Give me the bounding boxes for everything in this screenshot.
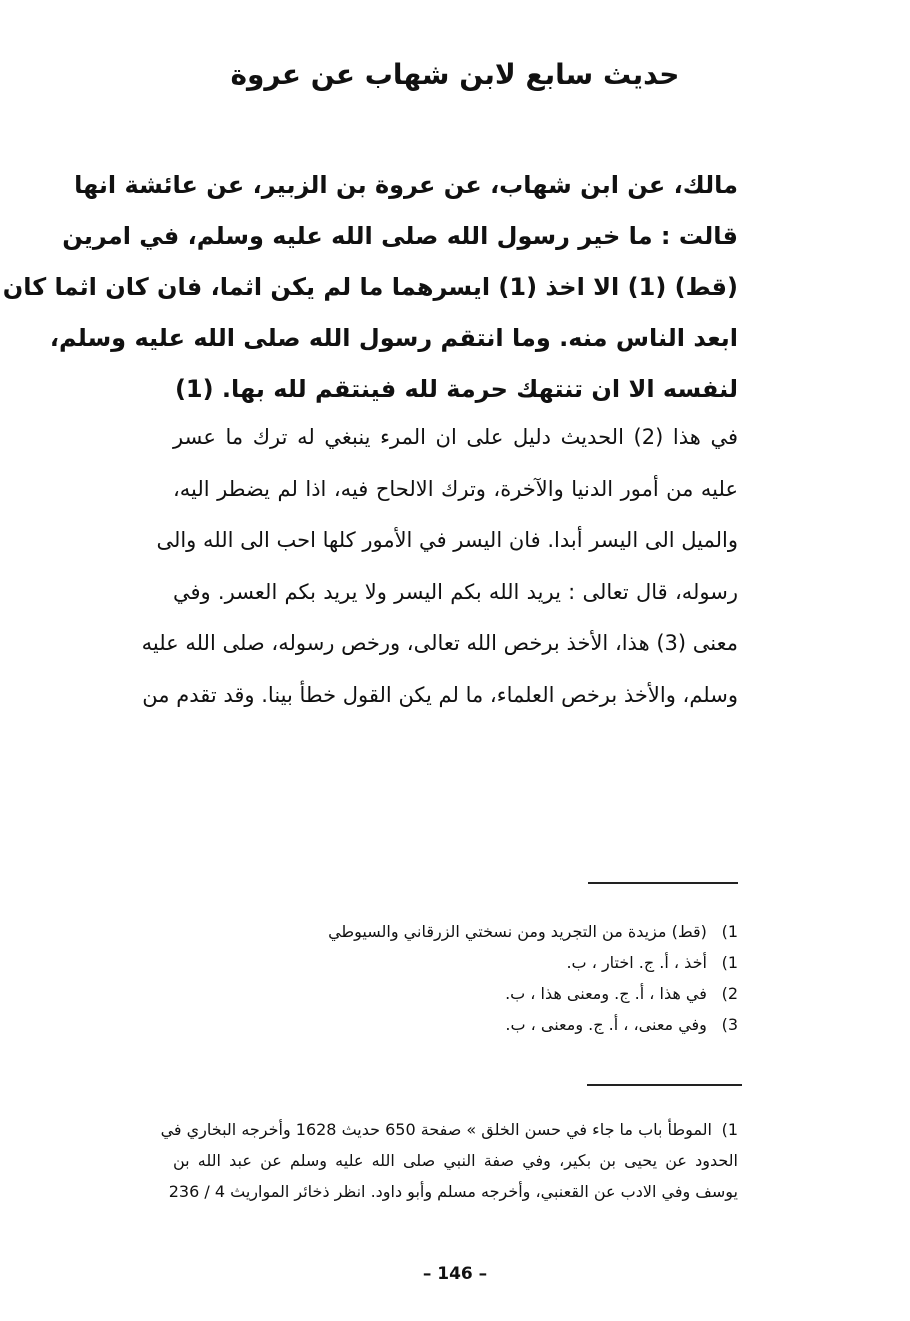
source-text: الموطأ باب ما جاء في حسن الخلق » صفحة 650 حديث 1628 وأخرجه البخاري في (160, 1120, 712, 1139)
footnote-number: 1) (721, 953, 738, 972)
footnote-text: أخذ ، أ. ج. اختار ، ب. (566, 953, 707, 972)
footnote (173, 1009, 738, 1040)
source-divider (587, 1084, 742, 1086)
footnote-number: 1) (721, 1120, 738, 1139)
footnote-number: 2) (721, 984, 738, 1003)
commentary-line: معنى (3) هذا، الأخذ برخص الله تعالى، ورخص رسوله، صلى الله عليه (141, 631, 738, 655)
commentary-line: عليه من أمور الدنيا والآخرة، وترك الالحاح فيه، اذا لم يضطر اليه، (173, 476, 738, 501)
footnote-divider (588, 882, 738, 884)
commentary-line: والميل الى اليسر أبدا. فان اليسر في الأمور كلها احب الى الله والى (156, 528, 738, 552)
commentary-line: وسلم، والأخذ برخص العلماء، ما لم يكن القول خطأ بينا. وقد تقدم من (142, 682, 738, 707)
footnote (173, 978, 738, 1009)
page-number: – 146 – (422, 1264, 488, 1284)
chapter-title: حديث سابع لابن شهاب عن عروة (230, 58, 680, 91)
footnote-number: 3) (721, 1015, 738, 1034)
footnote-text: في هذا ، أ. ج. ومعنى هذا ، ب. (505, 984, 707, 1003)
footnote-text: (قط) مزيدة من التجريد ومن نسختي الزرقاني والسيوطي (328, 922, 707, 941)
footnote-number: 1) (721, 922, 738, 941)
source-line: يوسف وفي الادب عن القعنبي، وأخرجه مسلم وأبو داود. انظر ذخائر المواريث 4 / 236 (168, 1182, 738, 1201)
footnote-text: وفي معنى، ، أ. ج. ومعنى ، ب. (505, 1015, 707, 1034)
source-line (160, 1114, 738, 1145)
hadith-line: لنفسه الا ان تنتهك حرمة لله فينتقم لله بها. (1) (174, 375, 738, 403)
hadith-text (2, 160, 738, 415)
commentary-text (141, 412, 738, 721)
footnote (173, 947, 738, 978)
hadith-line: ابعد الناس منه. وما انتقم رسول الله صلى الله عليه وسلم، (49, 324, 738, 352)
hadith-line: مالك، عن ابن شهاب، عن عروة بن الزبير، عن عائشة انها (74, 171, 738, 199)
hadith-line: (قط) (1) الا اخذ (1) ايسرهما ما لم يكن اثما، فان كان اثما كان (2, 273, 738, 301)
commentary-line: رسوله، قال تعالى : يريد الله بكم اليسر ولا يريد بكم العسر. وفي (173, 579, 738, 604)
footnote (173, 916, 738, 947)
source-footnote (160, 1114, 738, 1207)
hadith-line: قالت : ما خير رسول الله صلى الله عليه وسلم، في امرين (62, 222, 738, 250)
variant-footnotes (173, 916, 738, 1040)
source-line: الحدود عن يحيى بن بكير، وفي صفة النبي صلى الله عليه وسلم عن عبد الله بن (173, 1151, 738, 1170)
commentary-line: في هذا (2) الحديث دليل على ان المرء ينبغي له ترك ما عسر (173, 425, 738, 449)
